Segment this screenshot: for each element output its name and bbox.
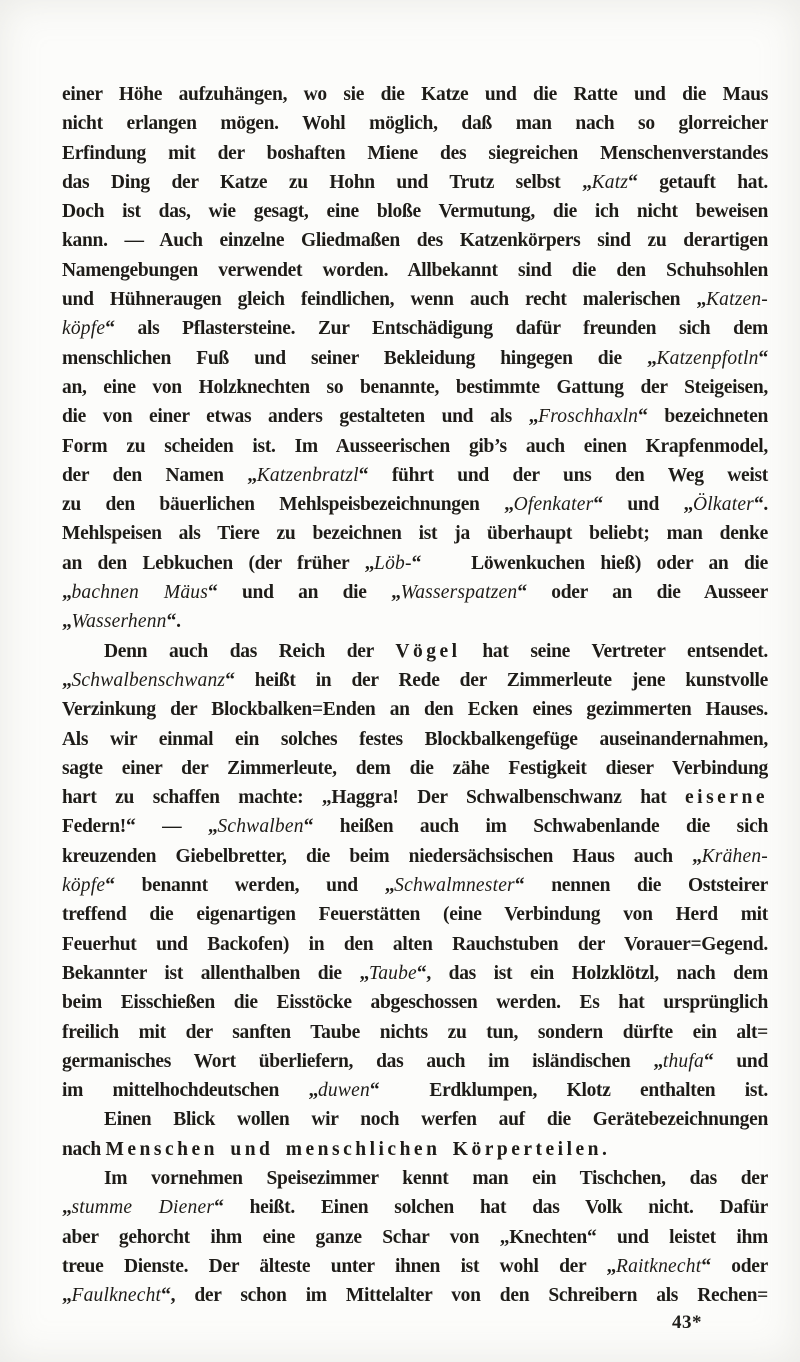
text-line: [62, 578, 768, 607]
text-line: [62, 1252, 768, 1281]
fraktur-text: das Ding der Katze zu Hohn und Trutz selbst „: [62, 171, 592, 193]
fraktur-text: Einen Blick wollen wir noch werfen auf die Gerätebezeichnungen: [104, 1109, 768, 1131]
fraktur-text: zu den bäuerlichen Mehlspeisbezeichnungen „: [62, 494, 514, 516]
text-line: [62, 490, 768, 519]
fraktur-text: die von einer etwas anders gestalteten und als „: [62, 406, 539, 428]
text-line: [62, 197, 768, 226]
text-line: [62, 549, 768, 578]
italic-term: duwen: [317, 1080, 370, 1102]
fraktur-text: hat seine Vertreter entsendet.: [460, 640, 768, 662]
italic-term: bachnen Mäus: [71, 582, 209, 604]
text-line: [62, 930, 768, 959]
italic-term: Schwalmnester: [394, 875, 515, 897]
italic-term: Schwalbenschwanz: [71, 669, 226, 691]
fraktur-text: germanisches Wort überliefern, das auch im isländischen „: [62, 1050, 663, 1072]
text-line: [62, 285, 768, 314]
fraktur-text: „: [62, 1285, 72, 1307]
italic-term: Faulknecht: [71, 1285, 162, 1307]
fraktur-text: “ getauft hat.: [628, 171, 769, 193]
text-block: [62, 80, 768, 1310]
fraktur-text: “ heißen auch im Schwabenlande die sich: [303, 816, 768, 838]
spaced-emphasis: eiserne: [685, 787, 768, 809]
fraktur-text: “ heißt. Einen solchen hat das Volk nicht. Dafür: [214, 1197, 768, 1219]
text-line: [62, 461, 768, 490]
text-line: [62, 168, 768, 197]
text-line: [62, 812, 768, 841]
text-line: [62, 959, 768, 988]
text-line: [62, 1281, 768, 1310]
fraktur-text: und Hühneraugen gleich feindlichen, wenn auch recht malerischen „: [62, 289, 706, 311]
fraktur-text: Mehlspeisen als Tiere zu bezeichnen ist ja überhaupt beliebt; man denke: [62, 523, 768, 545]
fraktur-text: aber gehorcht ihm eine ganze Schar von „Knechten“ und leistet ihm: [62, 1226, 768, 1248]
fraktur-text: Bekannter ist allenthalben die „: [62, 962, 369, 984]
fraktur-text: sagte einer der Zimmerleute, dem die zähe Festigkeit dieser Verbindung: [62, 757, 768, 779]
fraktur-text: Form zu scheiden ist. Im Ausseerischen gib’s auch einen Krapfenmodel,: [62, 435, 768, 457]
fraktur-text: der den Namen „: [62, 464, 257, 486]
fraktur-text: nach: [62, 1138, 106, 1160]
fraktur-text: “.: [166, 611, 181, 633]
italic-term: köpfe: [62, 875, 106, 897]
fraktur-text: Denn auch das Reich der: [104, 640, 396, 662]
fraktur-text: Als wir einmal ein solches festes Blockbalkengefüge auseinandernahmen,: [62, 728, 768, 750]
italic-term: Katz: [591, 171, 629, 193]
text-line: [62, 783, 768, 812]
italic-term: Froschhaxln: [538, 406, 639, 428]
fraktur-text: “ führt und der uns den Weg weist: [358, 464, 768, 486]
fraktur-text: menschlichen Fuß und seiner Bekleidung hingegen die „: [62, 347, 657, 369]
fraktur-text: im mittelhochdeutschen „: [62, 1080, 318, 1102]
spaced-emphasis: Vögel: [395, 640, 461, 662]
fraktur-text: “, der schon im Mittelalter von den Schreibern als Rechen=: [161, 1285, 768, 1307]
fraktur-text: Federn!“ — „: [62, 816, 218, 838]
text-line: [62, 1223, 768, 1252]
fraktur-text: kreuzenden Giebelbretter, die beim niedersächsischen Haus auch „: [62, 845, 702, 867]
text-line: [62, 80, 768, 109]
fraktur-text: nicht erlangen mögen. Wohl möglich, daß man nach so glorreicher: [62, 113, 768, 135]
fraktur-text: “ und: [703, 1050, 768, 1072]
italic-term: Ofenkater: [513, 494, 594, 516]
italic-term: Krähen-: [701, 845, 768, 867]
italic-term: stumme Diener: [71, 1197, 215, 1219]
fraktur-text: Namengebungen verwendet worden. Allbekannt sind die den Schuhsohlen: [62, 259, 768, 281]
fraktur-text: „: [62, 582, 72, 604]
text-line: [62, 519, 768, 548]
text-line: [62, 432, 768, 461]
italic-term: thufa: [662, 1050, 704, 1072]
text-line: [62, 871, 768, 900]
text-line: [62, 607, 768, 636]
spaced-emphasis: Menschen und menschlichen Körperteilen: [105, 1138, 603, 1160]
fraktur-text: “.: [753, 494, 768, 516]
text-line: [62, 1135, 768, 1164]
text-line: [62, 637, 768, 666]
fraktur-text: “ benannt werden, und „: [105, 875, 395, 897]
italic-term: Katzen-: [705, 289, 768, 311]
fraktur-text: einer Höhe aufzuhängen, wo sie die Katze und die Ratte und die Maus: [62, 84, 768, 105]
text-line: [62, 109, 768, 138]
fraktur-text: “ als Pflastersteine. Zur Entschädigung dafür freunden sich dem: [105, 318, 768, 340]
text-line: [62, 373, 768, 402]
fraktur-text: Verzinkung der Blockbalken=Enden an den Ecken eines gezimmerten Hauses.: [62, 699, 768, 721]
italic-term: Taube: [368, 962, 417, 984]
italic-term: Katzenbratzl: [256, 464, 359, 486]
text-line: [62, 314, 768, 343]
text-line: [62, 1047, 768, 1076]
fraktur-text: Feuerhut und Backofen) in den alten Rauchstuben der Vorauer=Gegend.: [62, 933, 768, 955]
text-line: [62, 754, 768, 783]
text-line: [62, 1105, 768, 1134]
fraktur-text: treue Dienste. Der älteste unter ihnen ist wohl der „: [62, 1255, 616, 1277]
page-number: 43*: [672, 1312, 702, 1333]
fraktur-text: hart zu schaffen machte: „Haggra! Der Schwalbenschwanz hat: [62, 787, 686, 809]
fraktur-text: „: [62, 669, 72, 691]
fraktur-text: „: [62, 1197, 72, 1219]
text-line: [62, 900, 768, 929]
fraktur-text: treffend die eigenartigen Feuerstätten (eine Verbindung von Herd mit: [62, 904, 768, 926]
fraktur-text: “ oder: [701, 1255, 769, 1277]
text-line: [62, 1076, 768, 1105]
fraktur-text: “: [411, 552, 422, 574]
fraktur-text: Doch ist das, wie gesagt, eine bloße Vermutung, die ich nicht beweisen: [62, 201, 768, 223]
text-line: [62, 725, 768, 754]
fraktur-text: “ bezeichneten: [638, 406, 768, 428]
text-line: [62, 1193, 768, 1222]
text-line: [62, 139, 768, 168]
italic-term: Wasserhenn: [71, 611, 167, 633]
text-line: [62, 344, 768, 373]
italic-term: Ölkater: [693, 494, 754, 516]
fraktur-text: an den Lebkuchen (der früher „: [62, 552, 375, 574]
text-line: [62, 1018, 768, 1047]
fraktur-text: “: [369, 1080, 380, 1102]
fraktur-text: “ oder an die Ausseer: [517, 582, 768, 604]
fraktur-text: Erdklumpen, Klotz enthalten ist.: [429, 1080, 768, 1102]
text-gap: [421, 549, 471, 578]
fraktur-text: Erfindung mit der boshaften Miene des siegreichen Menschenverstandes: [62, 142, 768, 164]
fraktur-text: Löwenkuchen hieß) oder an die: [471, 552, 769, 574]
fraktur-text: “ heißt in der Rede der Zimmerleute jene kunstvolle: [225, 669, 768, 691]
fraktur-text: freilich mit der sanften Taube nichts zu tun, sondern dürfte ein alt=: [62, 1021, 768, 1043]
fraktur-text: Im vornehmen Speisezimmer kennt man ein Tischchen, das der: [104, 1167, 768, 1189]
text-line: [62, 256, 768, 285]
fraktur-text: beim Eisschießen die Eisstöcke abgeschossen werden. Es hat ursprünglich: [62, 992, 768, 1014]
fraktur-text: “, das ist ein Holzklötzl, nach dem: [416, 962, 768, 984]
italic-term: Löb-: [374, 552, 412, 574]
fraktur-text: „: [62, 611, 72, 633]
text-line: [62, 988, 768, 1017]
italic-term: Schwalben: [217, 816, 304, 838]
text-line: [62, 842, 768, 871]
italic-term: Wasserspatzen: [400, 582, 518, 604]
text-line: [62, 1164, 768, 1193]
fraktur-text: an, eine von Holzknechten so benannte, bestimmte Gattung der Steigeisen,: [62, 376, 768, 398]
text-line: [62, 226, 768, 255]
text-line: [62, 402, 768, 431]
italic-term: Katzenpfotln: [656, 347, 759, 369]
text-gap: [379, 1076, 429, 1105]
text-line: [62, 666, 768, 695]
fraktur-text: “ und an die „: [208, 582, 401, 604]
fraktur-text: kann. — Auch einzelne Gliedmaßen des Katzenkörpers sind zu derartigen: [62, 230, 768, 252]
fraktur-text: “ nennen die Oststeirer: [514, 875, 768, 897]
italic-term: Raitknecht: [615, 1255, 702, 1277]
italic-term: köpfe: [62, 318, 106, 340]
fraktur-text: “ und „: [593, 494, 693, 516]
fraktur-text: .: [602, 1138, 607, 1160]
fraktur-text: “: [758, 347, 768, 369]
text-line: [62, 695, 768, 724]
